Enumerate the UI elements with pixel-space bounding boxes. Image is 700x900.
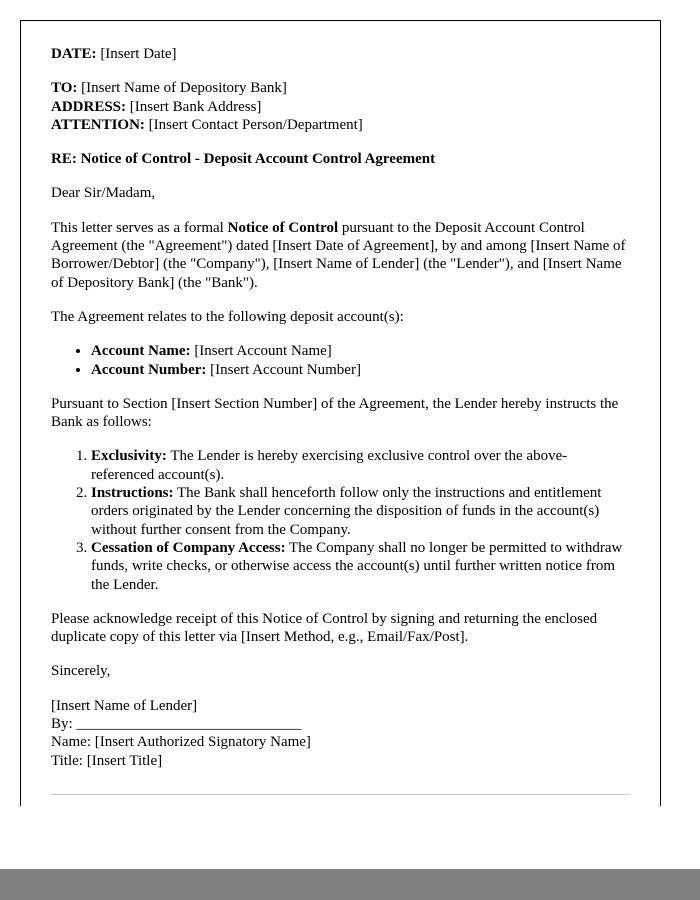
signature-title-line: Title: [Insert Title] [51, 752, 163, 769]
instruction-label-cessation: Cessation of Company Access: [91, 539, 286, 556]
recipient-block [51, 79, 630, 134]
intro-paragraph [51, 219, 630, 292]
account-number-value: [Insert Account Number] [206, 361, 361, 378]
accounts-list [51, 342, 630, 379]
instructions-list [51, 447, 630, 593]
account-number-item [91, 361, 630, 379]
to-line [51, 79, 630, 97]
instruction-item-cessation [91, 539, 630, 594]
signature-block [51, 697, 630, 770]
date-value: [Insert Date] [96, 46, 177, 62]
instruction-text-exclusivity: The Lender is hereby exercising exclusive control over the above-referenced account(s). [91, 448, 568, 483]
subject-line: RE: Notice of Control - Deposit Account Control Agreement [51, 151, 436, 168]
attention-label: ATTENTION: [51, 116, 145, 133]
attention-value: [Insert Contact Person/Department] [144, 116, 363, 133]
instruction-item-exclusivity [91, 447, 630, 484]
to-label: TO: [51, 80, 78, 97]
instruction-text-cessation: The Company shall no longer be permitted to withdraw funds, write checks, or otherwise access the account(s) until further written notice from the Lender. [91, 539, 623, 593]
salutation: Dear Sir/Madam, [51, 185, 156, 202]
letter-page [20, 20, 661, 806]
date-line [51, 45, 630, 63]
to-value: [Insert Name of Depository Bank] [77, 80, 287, 97]
account-name-value: [Insert Account Name] [190, 343, 332, 360]
signature-by-line: By: ______________________________ [51, 716, 302, 733]
intro-pre: This letter serves as a formal [51, 219, 228, 236]
address-label: ADDRESS: [51, 98, 127, 115]
instructions-intro: Pursuant to Section [Insert Section Number] of the Agreement, the Lender hereby instructs the Bank as follows: [51, 395, 619, 431]
instruction-text-instructions: The Bank shall henceforth follow only the instructions and entitlement orders originated by the Lender concerning the disposition of funds in the account(s) without further consent from the Company. [91, 485, 602, 538]
address-line [51, 98, 630, 116]
closing: Sincerely, [51, 663, 111, 680]
intro-bold: Notice of Control [227, 219, 339, 236]
attention-line [51, 116, 630, 134]
account-name-item [91, 342, 630, 360]
account-number-label: Account Number: [91, 361, 207, 378]
accounts-intro: The Agreement relates to the following deposit account(s): [51, 308, 404, 325]
acknowledgement-paragraph: Please acknowledge receipt of this Notice of Control by signing and returning the enclosed duplicate copy of this letter via [Insert Method, e.g., Email/Fax/Post]. [51, 610, 598, 646]
signature-lender-line: [Insert Name of Lender] [51, 697, 198, 714]
instruction-label-instructions: Instructions: [91, 485, 174, 502]
instruction-item-instructions [91, 484, 630, 539]
account-name-label: Account Name: [91, 343, 191, 360]
signature-name-line: Name: [Insert Authorized Signatory Name] [51, 734, 311, 751]
divider [51, 794, 630, 795]
instruction-label-exclusivity: Exclusivity: [91, 448, 167, 465]
address-value: [Insert Bank Address] [126, 98, 262, 115]
date-label: DATE: [51, 46, 97, 62]
footer-band [0, 869, 700, 900]
intro-post: pursuant to the Deposit Account Control Agreement (the "Agreement") dated [Insert Date of Agreement], by and among [Insert Name of Borrower/Debtor] (the "Company"), [Insert Name of Lender] (the "Lender"), and [Insert Name of Depository Bank] (the "Bank"). [51, 219, 626, 291]
